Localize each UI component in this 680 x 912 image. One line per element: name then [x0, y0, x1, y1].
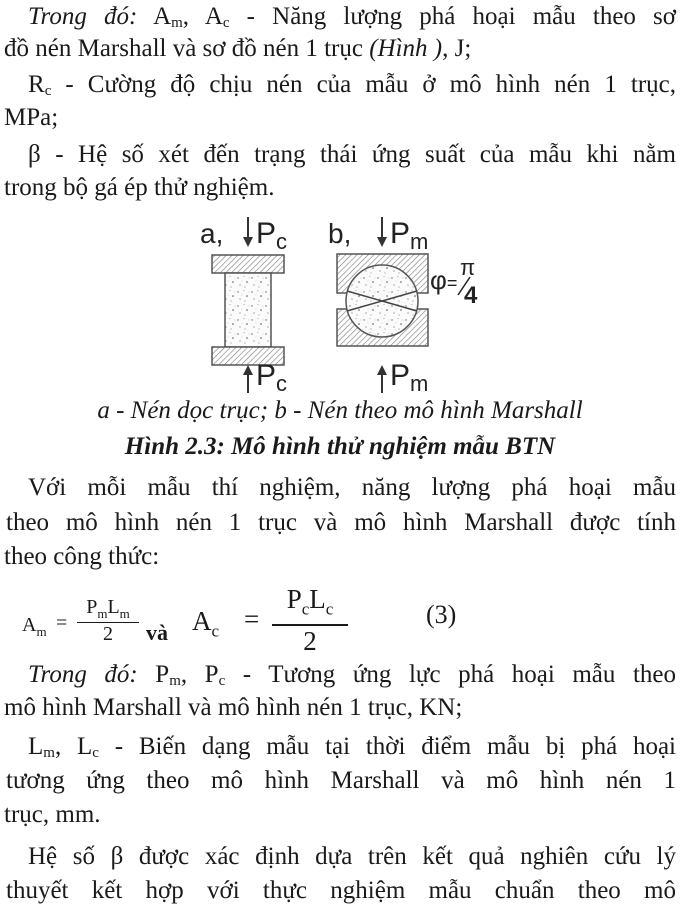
paragraph-am-ac-line1: Trong đó: $A_m$, $A_c$ - Năng lượng phá hoại mẫu theo sơ: [28, 3, 677, 31]
force-pm-top: $P_m$: [390, 217, 429, 254]
fraction-am: $P_mL_m$ 2: [77, 596, 139, 646]
angle-numerator: π: [460, 255, 476, 280]
paragraph-force-line1: Trong đó: $P_m$, $P_c$ - Tương ứng lực phá hoại mẫu theo: [28, 661, 677, 689]
paragraph-rc-line1: $R_c$ - Cường độ chịu nén của mẫu ở mô hình nén 1 trục,: [28, 71, 676, 99]
paragraph-beta-method-line1: Hệ số β được xác định dựa trên kết quả nghiên cứu lý: [28, 843, 676, 870]
arrow-up-icon: [243, 365, 253, 375]
formula-energy: $A_m$ = $P_mL_m$ 2 và $A_c$ = $P_cL_c$ 2 (3): [22, 584, 457, 657]
force-pc-top: $P_c$: [256, 217, 288, 254]
paragraph-beta-line2: trong bộ gá ép thử nghiệm.: [4, 174, 275, 201]
paragraph-beta-method-line2: thuyết kết hợp với thực nghiệm mẫu chuẩn theo mô: [6, 877, 676, 904]
angle-denominator: 4: [464, 282, 478, 309]
angle-label: φ=: [430, 265, 458, 295]
force-pm-bottom: $P_m$: [390, 359, 429, 396]
force-pc-bottom: $P_c$: [256, 359, 288, 396]
paragraph-deform-line1: $L_m$, $L_c$ - Biến dạng mẫu tại thời điểm mẫu bị phá hoại: [28, 733, 676, 761]
lead-trong-do: Trong đó:: [28, 3, 138, 30]
symbol-rc: $R_c$: [28, 71, 52, 99]
arrow-up-icon: [377, 365, 387, 375]
paragraph-energy-line2: theo mô hình nén 1 trục và mô hình Marshall được tính: [6, 509, 676, 536]
paragraph-beta-line1: β - Hệ số xét đến trạng thái ứng suất của mẫu khi nằm: [28, 141, 676, 168]
symbol-pm: $P_m$: [155, 661, 181, 689]
paragraph-energy-line1: Với mỗi mẫu thí nghiệm, năng lượng phá hoại mẫu: [28, 474, 676, 501]
paragraph-am-ac-line2: đồ nén Marshall và sơ đồ nén 1 trục (Hình ), J;: [4, 35, 472, 62]
figure-caption: a - Nén dọc trục; b - Nén theo mô hình Marshall: [97, 397, 583, 424]
symbol-pc: $P_c$: [204, 661, 226, 689]
equation-number: (3): [426, 600, 457, 629]
symbol-am: $A_m$: [153, 3, 183, 31]
figure-test-models: [180, 205, 480, 400]
top-platen-a: [212, 255, 284, 273]
formula-ac-lhs: $A_c$: [192, 606, 220, 641]
arrow-down-icon: [243, 237, 253, 247]
figure-title: Hình 2.3: Mô hình thử nghiệm mẫu BTN: [124, 433, 556, 460]
symbol-ac: $A_c$: [204, 3, 230, 31]
fraction-ac: $P_cL_c$ 2: [272, 584, 348, 656]
paragraph-deform-line2: tương ứng theo mô hình Marshall và mô hình nén 1: [6, 767, 676, 794]
formula-conjunction: và: [146, 620, 168, 645]
model-a-uniaxial: [200, 217, 287, 396]
arrow-down-icon: [377, 237, 387, 247]
label-b: b,: [328, 218, 352, 249]
figure-reference: (Hình ): [369, 35, 443, 62]
formula-am-lhs: $A_m$: [22, 614, 47, 639]
paragraph-rc-line2: MPa;: [4, 104, 59, 131]
paragraph-force-line2: mô hình Marshall và mô hình nén 1 trục, KN;: [4, 694, 463, 721]
paragraph-deform-line3: trục, mm.: [4, 801, 101, 828]
cylinder-specimen: [225, 273, 271, 347]
model-b-marshall: [328, 217, 478, 396]
label-a: a,: [200, 218, 224, 249]
paragraph-energy-line3: theo công thức:: [4, 543, 160, 570]
symbol-lm: $L_m$: [28, 733, 55, 761]
symbol-lc: $L_c$: [77, 733, 99, 761]
